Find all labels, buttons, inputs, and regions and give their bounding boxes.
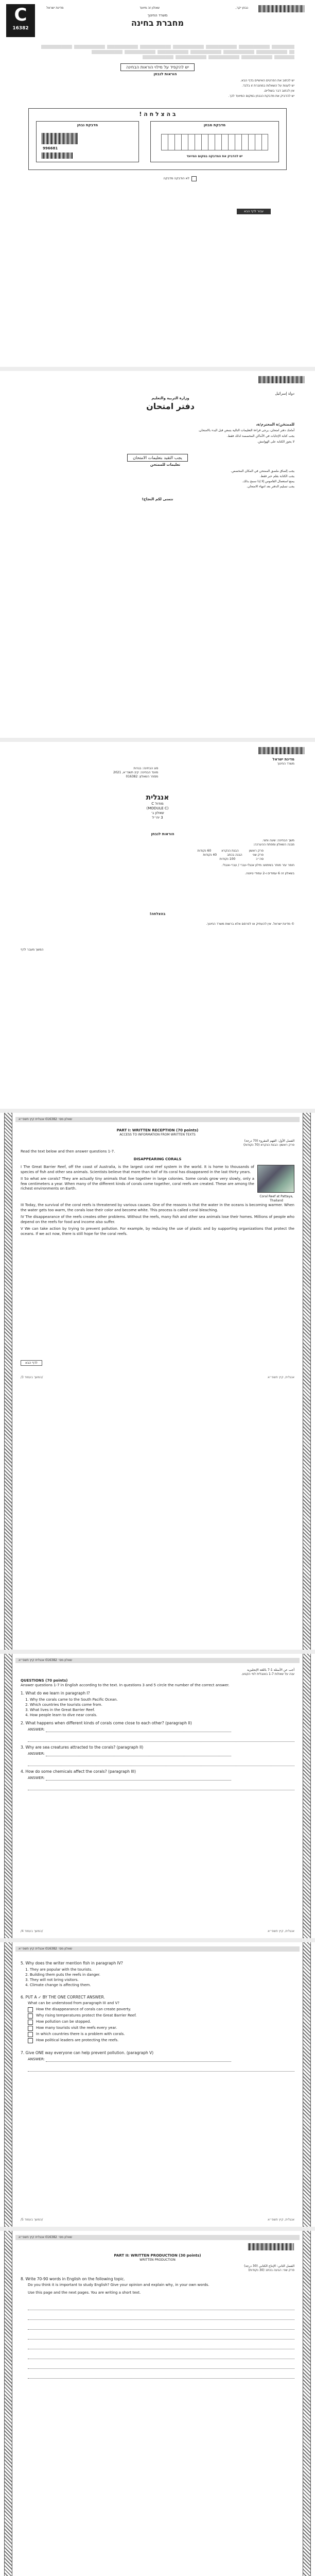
checkbox-icon[interactable] xyxy=(191,176,197,181)
question-8: 8. Write 70-90 words in English on the following topic. xyxy=(21,2277,125,2281)
q1-choices xyxy=(30,1697,294,1718)
q6-choices xyxy=(28,2007,294,2043)
q6-choice[interactable]: Why rising temperatures protect the Great Barrier Reef. xyxy=(28,2013,294,2019)
checkbox-icon[interactable] xyxy=(28,2032,33,2037)
left-pattern-strip xyxy=(4,2231,12,2576)
q1-choice[interactable]: 2. Which countries the tourists come from. xyxy=(30,1702,294,1707)
cover-title-block xyxy=(51,13,264,28)
hebrew-question-line: ענה על שאלות 1-7 באנגלית לפי הקטע. xyxy=(241,1672,294,1676)
writing-line[interactable] xyxy=(28,2322,294,2330)
article-paragraph: II So what are corals? They are actually tiny animals that live together in large colonies. Some corals grow very slowly, only a few centimeters a year. When many of the different kinds of corals come together, coral reefs are created. These are among the richest environments on Earth. xyxy=(21,1177,254,1191)
exam-sticker-grid xyxy=(161,134,268,150)
exam-sticker[interactable] xyxy=(150,121,279,162)
arabic-part-line: الفصل الأول: الفهم المقروء (70 درجة) xyxy=(244,1139,294,1143)
left-pattern-strip xyxy=(4,1942,12,2227)
writing-line[interactable] xyxy=(28,2312,294,2320)
arabic-instruction-item: يجب إلصاق ملصق الممتحن في المكان المخصص. xyxy=(231,469,294,473)
exam-letter-badge xyxy=(6,4,35,37)
answer-line[interactable] xyxy=(28,1734,294,1742)
q5-choice[interactable]: 3. They will not bring visitors. xyxy=(30,1977,294,1982)
q6-choice[interactable]: How many tourists visit the reefs every year. xyxy=(28,2026,294,2031)
question-2: 2. What happens when different kinds of corals come close to each other? (paragraph II) xyxy=(21,1721,192,1725)
hebrew-part-line: פרק ראשון: הבנת הנקרא (70 נקודות) xyxy=(243,1143,294,1147)
arabic-intro xyxy=(36,422,294,446)
writing-arabic-line: الفصل الثاني: الإنتاج الكتابي (30 درجة) xyxy=(244,2264,294,2268)
exam-info-barcode xyxy=(258,747,305,754)
module-he: מודול C xyxy=(151,802,164,806)
q3-answer-field[interactable] xyxy=(46,1751,231,1756)
checkbox-icon[interactable] xyxy=(28,2007,33,2012)
exam-letter: C xyxy=(14,5,27,25)
questions-page-2 xyxy=(0,1942,315,2231)
section-title: ACCESS TO INFORMATION FROM WRITTEN TEXTS xyxy=(119,1133,196,1137)
question-6: 6. PUT A ✓ BY THE ONE CORRECT ANSWER. xyxy=(21,1995,105,1999)
reading-page xyxy=(0,1113,315,1654)
footer-right: אנגלית, קיץ תשפ״א xyxy=(268,1929,294,1933)
q5-choice[interactable]: 2. Building them puts the reefs in danger. xyxy=(30,1972,294,1977)
reading-footer xyxy=(21,1376,294,1379)
exam-subject-block xyxy=(0,793,315,820)
right-pattern-strip xyxy=(303,2231,311,2576)
exam-info-header xyxy=(272,757,294,766)
coral-reef-image xyxy=(257,1165,294,1193)
q5-choice[interactable]: 4. Climate change is affecting them. xyxy=(30,1982,294,1988)
image-caption: Coral Reef at Pattaya, Thailand xyxy=(259,1195,293,1202)
cover-subtitle: משרד החינוך xyxy=(147,13,168,18)
exam-instruction: חומר עזר מותר בשימוש: מילון אנגלי-עברי / עברי-אנגלי. xyxy=(221,863,294,867)
q1-choice[interactable]: 4. How people learn to dive near corals. xyxy=(30,1713,294,1718)
student-sticker-label: מדבקת נבחן xyxy=(77,123,98,127)
questions-footer xyxy=(21,1929,294,1933)
writing-hint: Use this page and the next pages. You are writing a short text. xyxy=(28,2291,141,2295)
left-pattern-strip xyxy=(4,1654,12,1938)
question-7: 7. Give ONE way everyone can help prevent pollution. (paragraph V) xyxy=(21,2050,154,2055)
questions-content xyxy=(21,1668,294,1792)
student-sticker-barcode xyxy=(42,133,78,144)
q5-choices xyxy=(30,1967,294,1988)
score-row: סה״כ 100 נקודות xyxy=(219,857,264,861)
ministry-label: משרד החינוך xyxy=(277,762,294,766)
q6-choice[interactable]: How political leaders are protecting the reefs. xyxy=(28,2038,294,2043)
question-5: 5. Why does the writer mention fish in paragraph IV? xyxy=(21,1961,123,1965)
q5-choice[interactable]: 1. They are popular with the tourists. xyxy=(30,1967,294,1972)
exam-meta xyxy=(113,767,158,779)
arabic-instruction-item: يجب تسليم الدفتر بعد انتهاء الامتحان. xyxy=(247,485,294,488)
sticker-title: ב ה צ ל ח ה ! xyxy=(139,111,176,117)
right-pattern-strip xyxy=(303,1113,311,1650)
writing-hebrew-line: פרק שני: הבעה בכתב (30 נקודות) xyxy=(248,2268,294,2272)
exam-instructions xyxy=(31,832,294,876)
writing-line[interactable] xyxy=(28,2332,294,2340)
writing-section: WRITTEN PRODUCTION xyxy=(139,2258,176,2262)
writing-barcode xyxy=(248,2243,294,2250)
arabic-paragraph: أمامك دفتر امتحان، يرجى قراءة التعليمات التالية بتمعن قبل البدء بالامتحان. xyxy=(198,429,294,432)
cover-page xyxy=(0,0,315,371)
cover-barcode xyxy=(258,5,305,12)
writing-part-title: PART II: WRITTEN PRODUCTION (30 points) xyxy=(114,2253,201,2258)
checkbox-row[interactable] xyxy=(163,176,197,181)
exam-note: בשאלון זה 6 עמודים ו-2 עמודי טיוטה. xyxy=(244,872,294,875)
questions-header: QUESTIONS (70 points) xyxy=(21,1679,68,1683)
cover-instructions xyxy=(36,72,294,99)
checkbox-label: לא הודבקה מדבקה xyxy=(163,177,189,180)
instructions-title: הוראות לנבחן xyxy=(153,72,177,76)
footer-left: /המשך בעמוד 5/ xyxy=(21,2218,43,2222)
writing-prompt: Do you think it is important to study English? Give your opinion and explain why, in your own words. xyxy=(28,2283,209,2287)
writing-line[interactable] xyxy=(28,2342,294,2349)
next-button[interactable]: עבור לדף הבא xyxy=(237,209,271,214)
answer-line[interactable] xyxy=(28,1783,294,1790)
meta-line: מספר השאלון: 016382 xyxy=(126,775,159,778)
exam-instructions-title: הוראות לנבחן xyxy=(151,832,174,836)
header-label-2: שאלון זה מיועד xyxy=(139,6,160,10)
exam-code: 16382 xyxy=(12,26,29,31)
reading-content xyxy=(21,1128,294,1239)
meta-line: מועד הבחינה: קיץ תשפ״א, 2021 xyxy=(113,771,159,774)
header-label-1: נבחן יקר, xyxy=(235,6,248,10)
article-title: DISAPPEARING CORALS xyxy=(133,1157,182,1161)
writing-page xyxy=(0,2231,315,2576)
sticker-area xyxy=(28,108,287,170)
student-sticker[interactable] xyxy=(36,121,139,162)
q2-answer: ANSWER: xyxy=(28,1727,294,1732)
meta-line: סוג הבחינה: בגרות xyxy=(133,767,159,770)
q1-choice[interactable]: 1. Why the corals came to the South Pacific Ocean. xyxy=(30,1697,294,1702)
checkbox-icon[interactable] xyxy=(28,2038,33,2043)
questions2-top-band: שאלון מס׳ 016382 אנגלית קיץ תשפ״א xyxy=(15,1946,300,1952)
arabic-footer: نتمنى لكم النجاح! xyxy=(142,497,173,501)
arabic-instruction-item: يجب الكتابة بقلم حبر فقط. xyxy=(259,474,294,478)
questions-top-band: שאלון מס׳ 016382 אנגלית קיץ תשפ״א xyxy=(15,1658,300,1663)
writing-top-band: שאלון מס׳ 016382 אנגלית קיץ תשפ״א xyxy=(15,2235,300,2240)
questions-instruction: Answer questions 1-7 in English according to the text. In questions 3 and 5 circle the number of the correct answer. xyxy=(21,1683,230,1687)
left-pattern-strip xyxy=(4,1113,12,1650)
cover-header xyxy=(46,6,248,10)
state-label: מדינת ישראל xyxy=(272,757,294,761)
arabic-notice-button: يجب التقيد بتعليمات الامتحان xyxy=(127,454,188,462)
unit-label: שאלון ג׳ xyxy=(151,811,164,815)
writing-line[interactable] xyxy=(28,2302,294,2310)
q4-answer-field[interactable] xyxy=(46,1775,231,1781)
footer-left: /המשך בעמוד 4/ xyxy=(21,1929,43,1933)
good-luck: בהצלחה! xyxy=(149,912,166,916)
part-title: PART I: WRITTEN RECEPTION (70 points) xyxy=(116,1128,199,1132)
arabic-instructions-title: تعليمات للممتحن xyxy=(150,463,181,467)
reading-instruction: Read the text below and then answer questions 1-7. xyxy=(21,1149,115,1154)
questions2-footer xyxy=(21,2218,294,2222)
q6-choice[interactable]: How pollution can be stopped. xyxy=(28,2020,294,2025)
arabic-instruction-item: يمنع استعمال القاموس إلا إذا سمح بذلك. xyxy=(242,480,294,483)
score-table xyxy=(31,849,264,861)
score-row: פרק שני הבנה בכתב 40 נקודות xyxy=(203,853,264,857)
arabic-instructions xyxy=(36,463,294,490)
q6-choice[interactable]: In which countries there is a problem with corals. xyxy=(28,2032,294,2037)
questions2-content xyxy=(21,1958,294,2074)
q7-answer-field[interactable] xyxy=(46,2057,231,2062)
article-paragraph: IV The disappearance of the reefs creates other problems. Without the reefs, many fish and other sea animals lose their homes. Millions of people who depend on the reefs for food and income also suffer. xyxy=(21,1215,294,1224)
cover-title: מחברת בחינה xyxy=(131,18,184,28)
footer-left: /המשך בעמוד 3/ xyxy=(21,1376,43,1379)
exam-info-page xyxy=(0,742,315,1113)
arabic-intro-line: للممتحَن/ة المحترم/ة، xyxy=(256,422,294,427)
arabic-ministry: وزارة التربية والتعليم xyxy=(151,396,189,400)
q6-choice[interactable]: How the disappearance of corals can create poverty. xyxy=(28,2007,294,2012)
right-pattern-strip xyxy=(303,1942,311,2227)
arabic-cover-page xyxy=(0,371,315,742)
article-paragraph: I The Great Barrier Reef, off the coast of Australia, is the largest coral reef system in the world. It is home to thousands of species of fish and other sea animals. Scientists believe that more than half of its coral has disappeared in the last thirty years. xyxy=(21,1165,254,1174)
exam-instruction: מבנה השאלון ומפתח ההערכה: xyxy=(253,843,294,846)
q4-answer: ANSWER: xyxy=(28,1775,294,1781)
question-3: 3. Why are sea creatures attracted to the corals? (paragraph II) xyxy=(21,1745,144,1750)
student-sticker-code: 996681 xyxy=(43,146,58,150)
exam-sticker-note: יש להדביק את המדבקה במקום המיועד xyxy=(186,155,243,158)
arabic-question-line: أجب عن الأسئلة 1-7 باللغة الإنجليزية xyxy=(247,1668,294,1672)
footer-right: אנגלית, קיץ תשפ״א xyxy=(268,2218,294,2222)
q7-answer: ANSWER: xyxy=(28,2057,294,2062)
question-1: 1. What do we learn in paragraph I? xyxy=(21,1691,90,1696)
arabic-title: دفتر امتحان xyxy=(146,401,195,411)
writing-content xyxy=(21,2253,294,2381)
questions-page-1 xyxy=(0,1654,315,1942)
checkbox-icon[interactable] xyxy=(28,2020,33,2025)
checkbox-icon[interactable] xyxy=(28,2026,33,2031)
article-paragraph: V We can take action by trying to prevent pollution. For example, by reducing the use of plastic and by supporting organizations that protect the oceans. If we act now, there is still hope for the coral reefs. xyxy=(21,1227,294,1236)
student-sticker-barcode-2 xyxy=(42,152,73,159)
header-label-3: מדינת ישראל xyxy=(46,6,64,10)
exam-instruction: משך הבחינה: שעה וחצי. xyxy=(262,839,294,842)
subject-title: אנגלית xyxy=(146,793,169,802)
notice-button: יש להקפיד על מילוי הוראות הבחינה xyxy=(120,63,195,71)
q1-choice[interactable]: 3. What lives in the Great Barrier Reef. xyxy=(30,1707,294,1713)
cover-intro xyxy=(41,44,294,60)
reading-top-band: שאלון מס׳ 016382 אנגלית קיץ תשפ״א xyxy=(15,1117,300,1122)
arabic-paragraph: لا يجوز الكتابة على الهوامش. xyxy=(257,440,294,444)
reading-next-button[interactable]: לדף הבא xyxy=(21,1360,42,1366)
instruction-item: יש לכתוב את הפרטים האישיים בדף הבא. xyxy=(240,79,294,82)
footer-right: אנגלית, קיץ תשפ״א xyxy=(268,1376,294,1379)
right-pattern-strip xyxy=(303,1654,311,1938)
score-row: פרק ראשון הבנת הנקרא 60 נקודות xyxy=(197,849,264,853)
copyright: © מדינת ישראל. אין להעתיק או לפרסם אלא ברשות משרד החינוך. xyxy=(206,922,294,926)
checkbox-icon[interactable] xyxy=(28,2013,33,2019)
article-paragraph: III Today, the survival of the coral reefs is threatened by various causes. One of the reasons is that the water in the oceans is becoming warmer. When the water gets too warm, the corals lose their color and become white. This process is called coral bleaching. xyxy=(21,1203,294,1212)
exam-sticker-label: מדבקת מבחן xyxy=(203,123,226,127)
arabic-header xyxy=(46,392,294,412)
arabic-paragraph: يجب كتابة الإجابات في الأماكن المخصصة لذلك فقط. xyxy=(226,434,294,438)
level-label: 3 יח״ל xyxy=(152,816,163,820)
q3-answer: ANSWER: xyxy=(28,1751,294,1756)
writing-line[interactable] xyxy=(28,2351,294,2359)
instruction-item: אין לכתוב דבר בשוליים. xyxy=(264,89,294,93)
q2-answer-field[interactable] xyxy=(46,1727,231,1732)
writing-line[interactable] xyxy=(28,2361,294,2369)
writing-line[interactable] xyxy=(28,2371,294,2379)
answer-line[interactable] xyxy=(28,1758,294,1766)
writing-lines[interactable] xyxy=(28,2302,294,2379)
module-en: (MODULE C) xyxy=(146,806,169,810)
answer-line[interactable] xyxy=(28,2064,294,2072)
question-4: 4. How do some chemicals affect the corals? (paragraph III) xyxy=(21,1769,136,1774)
instruction-item: יש להדביק את מדבקת הנבחן במקום המיועד לכך. xyxy=(228,94,294,98)
arabic-right-title: دولة إسرائيل xyxy=(275,392,294,396)
instruction-item: יש לענות על השאלות במחברת זו בלבד. xyxy=(241,84,294,88)
next-page-label: המשך מעבר לדף xyxy=(21,948,44,952)
q6-subtitle: What can be understood from paragraph III and V? xyxy=(28,2001,119,2005)
arabic-barcode xyxy=(258,376,305,383)
